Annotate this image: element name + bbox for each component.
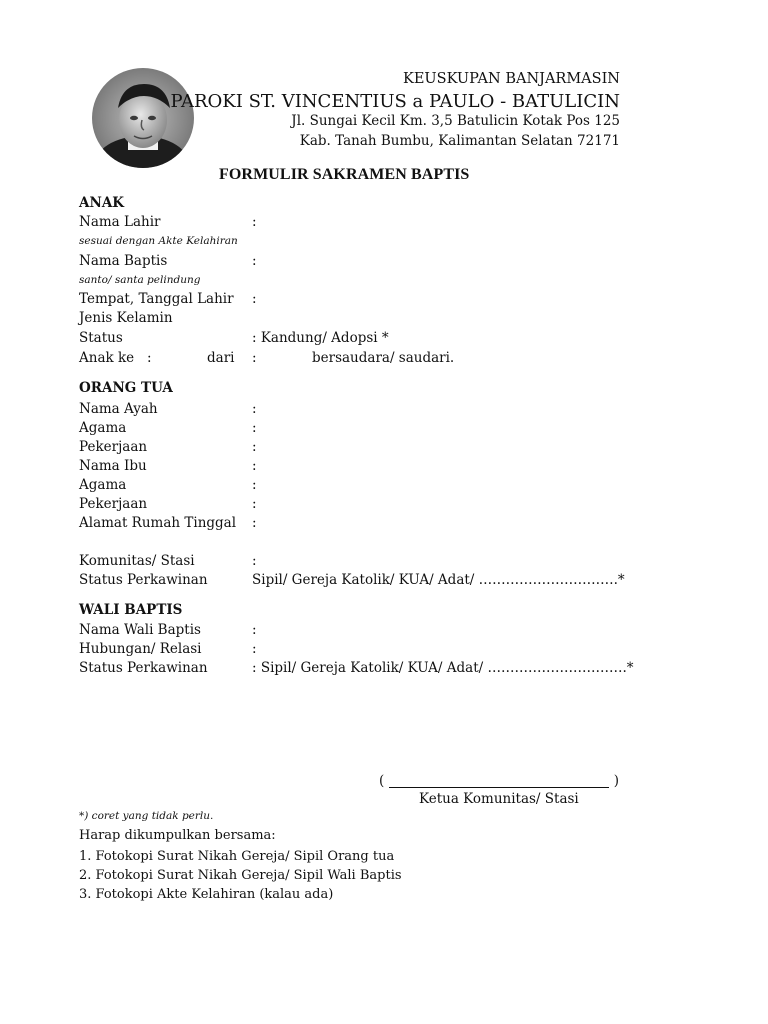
field-nama-wali[interactable]: : <box>252 622 257 638</box>
label-anak-ke: Anak ke : <box>79 350 152 366</box>
field-dari[interactable]: : <box>252 350 257 366</box>
field-agama-ayah[interactable]: : <box>252 420 257 436</box>
field-alamat[interactable]: : <box>252 515 257 531</box>
saint-portrait-image <box>92 68 194 168</box>
label-pekerjaan-ayah: Pekerjaan <box>79 439 148 455</box>
field-nama-ayah[interactable]: : <box>252 401 257 417</box>
field-hubungan[interactable]: : <box>252 641 257 657</box>
field-pekerjaan-ayah[interactable]: : <box>252 439 257 455</box>
field-nama-baptis[interactable]: : <box>252 253 257 269</box>
signature-close-paren: ) <box>613 773 619 789</box>
parish-address-line: Jl. Sungai Kecil Km. 3,5 Batulicin Kotak Pos 125 <box>291 113 620 129</box>
field-komunitas[interactable]: : <box>252 553 257 569</box>
note-nama-lahir: sesuai dengan Akte Kelahiran <box>79 235 238 247</box>
requirement-item: 3. Fotokopi Akte Kelahiran (kalau ada) <box>79 887 334 902</box>
label-nama-ibu: Nama Ibu <box>79 458 147 474</box>
parish-region-line: Kab. Tanah Bumbu, Kalimantan Selatan 72171 <box>299 133 620 149</box>
field-status-perkawinan-wali[interactable]: : Sipil/ Gereja Katolik/ KUA/ Adat/ ………………………….* <box>252 660 634 676</box>
label-status-perkawinan-wali: Status Perkawinan <box>79 660 208 676</box>
requirements-intro: Harap dikumpulkan bersama: <box>79 828 276 843</box>
label-tempat-tanggal-lahir: Tempat, Tanggal Lahir <box>79 291 234 307</box>
footnote: *) coret yang tidak perlu. <box>79 810 214 822</box>
label-alamat: Alamat Rumah Tinggal <box>79 515 237 531</box>
label-hubungan: Hubungan/ Relasi <box>79 641 202 657</box>
label-bersaudara: bersaudara/ saudari. <box>312 350 455 366</box>
signature-open-paren: ( <box>379 773 385 789</box>
label-status: Status <box>79 330 123 346</box>
label-dari: dari <box>207 350 235 366</box>
signature-line[interactable] <box>389 787 609 788</box>
field-nama-ibu[interactable]: : <box>252 458 257 474</box>
label-komunitas: Komunitas/ Stasi <box>79 553 195 569</box>
section-orang-tua-heading: ORANG TUA <box>79 380 173 396</box>
note-nama-baptis: santo/ santa pelindung <box>79 274 201 286</box>
signature-caption: Ketua Komunitas/ Stasi <box>419 791 579 807</box>
label-agama-ibu: Agama <box>79 477 127 493</box>
label-nama-lahir: Nama Lahir <box>79 214 161 230</box>
parish-name: PAROKI ST. VINCENTIUS a PAULO - BATULICIN <box>170 91 620 112</box>
field-pekerjaan-ibu[interactable]: : <box>252 496 257 512</box>
label-status-perkawinan-ortu: Status Perkawinan <box>79 572 208 588</box>
label-agama-ayah: Agama <box>79 420 127 436</box>
section-wali-heading: WALI BAPTIS <box>79 602 183 618</box>
label-jenis-kelamin: Jenis Kelamin <box>79 310 173 326</box>
section-anak-heading: ANAK <box>79 195 125 211</box>
form-title: FORMULIR SAKRAMEN BAPTIS <box>219 166 470 183</box>
requirement-item: 1. Fotokopi Surat Nikah Gereja/ Sipil Orang tua <box>79 849 395 864</box>
label-nama-baptis: Nama Baptis <box>79 253 168 269</box>
field-status[interactable]: : Kandung/ Adopsi * <box>252 330 389 346</box>
label-nama-ayah: Nama Ayah <box>79 401 158 417</box>
diocese-name: KEUSKUPAN BANJARMASIN <box>403 71 620 87</box>
field-nama-lahir[interactable]: : <box>252 214 257 230</box>
label-nama-wali: Nama Wali Baptis <box>79 622 201 638</box>
signature-block <box>379 773 619 791</box>
field-tempat-tanggal-lahir[interactable]: : <box>252 291 257 307</box>
field-agama-ibu[interactable]: : <box>252 477 257 493</box>
field-status-perkawinan-ortu[interactable]: Sipil/ Gereja Katolik/ KUA/ Adat/ ………………………….* <box>252 572 625 588</box>
requirement-item: 2. Fotokopi Surat Nikah Gereja/ Sipil Wali Baptis <box>79 868 402 883</box>
label-pekerjaan-ibu: Pekerjaan <box>79 496 148 512</box>
